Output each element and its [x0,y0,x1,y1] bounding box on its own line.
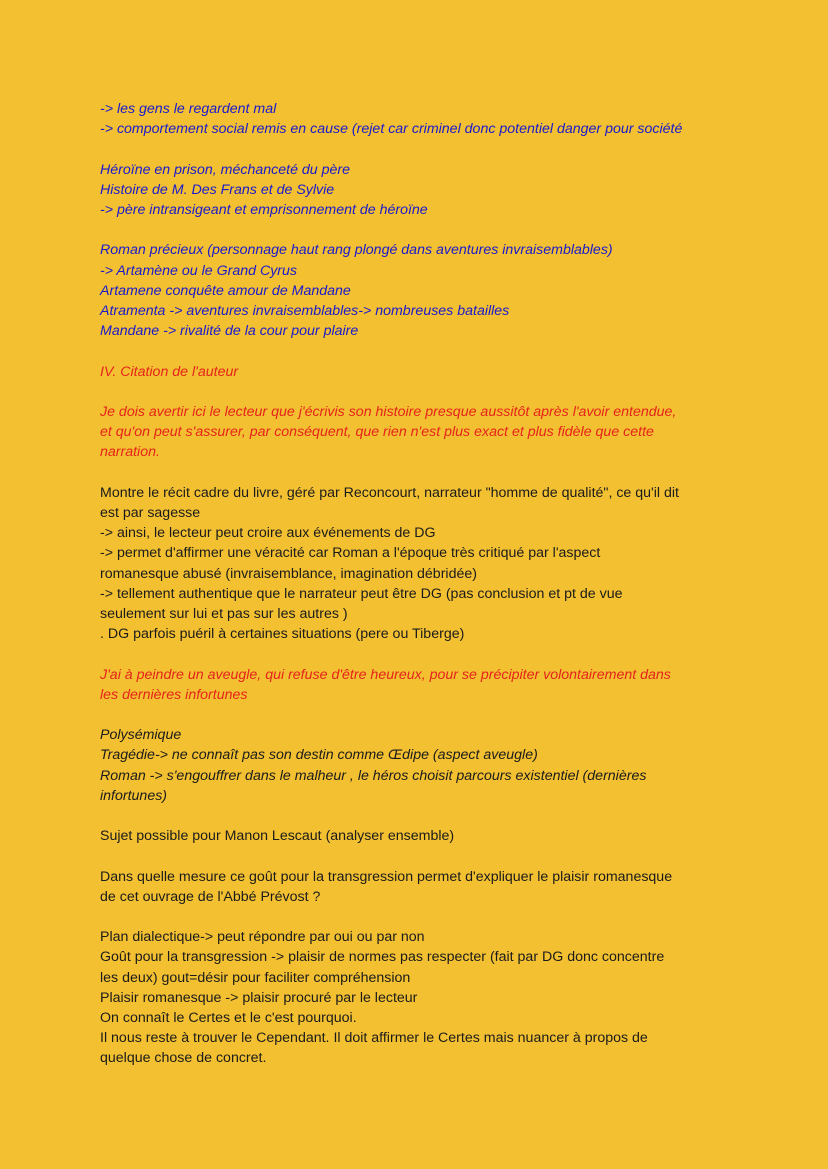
text-line: Histoire de M. Des Frans et de Sylvie [100,181,335,198]
text-line: de cet ouvrage de l'Abbé Prévost ? [100,888,321,905]
text-line: Il nous reste à trouver le Cependant. Il doit affirmer le Certes mais nuancer à propos de [100,1030,648,1047]
text-line: -> comportement social remis en cause (rejet car criminel donc potentiel danger pour société [100,121,683,138]
text-line: Atramenta -> aventures invraisemblables-> nombreuses batailles [100,303,510,319]
text-line: est par sagesse [100,504,201,521]
text-line: Héroïne en prison, méchanceté du père [100,161,351,178]
notes-intro [100,99,740,139]
paragraph-gap [100,644,740,664]
text-line: -> père intransigeant et emprisonnement de héroïne [100,202,428,218]
text-line: Mandane -> rivalité de la cour pour plaire [100,323,359,340]
quote-1 [100,402,740,463]
text-line: narration. [100,444,160,461]
text-line: Tragédie-> ne connaît pas son destin comme Œdipe (aspect aveugle) [100,747,538,764]
text-line: Roman précieux (personnage haut rang plongé dans aventures invraisemblables) [100,242,613,259]
text-line: Dans quelle mesure ce goût pour la transgression permet d'expliquer le plaisir romanesque [100,868,673,885]
paragraph-gap [100,463,740,483]
text-line: Roman -> s'engouffrer dans le malheur , le héros choisit parcours existentiel (dernières [100,767,647,784]
plan-notes [100,927,740,1068]
text-line: On connaît le Certes et le c'est pourquoi. [100,1009,357,1026]
text-line: les deux) gout=désir pour faciliter compréhension [100,969,411,986]
text-line: quelque chose de concret. [100,1050,267,1067]
text-line: -> les gens le regardent mal [100,101,277,117]
paragraph-gap [100,341,740,361]
polysemy-notes [100,725,740,806]
subject-question [100,867,740,907]
text-line: Je dois avertir ici le lecteur que j'écrivis son histoire presque aussitôt après l'avoir entendue, [100,403,677,420]
text-line: Artamene conquête amour de Mandane [100,282,351,299]
paragraph-gap [100,382,740,402]
text-line: -> ainsi, le lecteur peut croire aux événements de DG [100,525,436,542]
text-line: infortunes) [100,787,168,804]
text-line: J'ai à peindre un aveugle, qui refuse d'être heureux, pour se précipiter volontairement dans [100,666,671,683]
document-page [100,99,740,1069]
heroine-notes [100,160,740,221]
text-line: Polysémique [100,727,182,744]
subject-intro [100,826,740,846]
analysis-1 [100,483,740,645]
paragraph-gap [100,907,740,927]
text-line: Goût pour la transgression -> plaisir de normes pas respecter (fait par DG donc concentre [100,949,665,966]
section-title-text: IV. Citation de l'auteur [100,363,239,380]
text-line: -> tellement authentique que le narrateur peut être DG (pas conclusion et pt de vue [100,585,623,602]
paragraph-gap [100,846,740,866]
text-line: seulement sur lui et pas sur les autres ) [100,606,348,622]
paragraph-gap [100,220,740,240]
text-line: . DG parfois puéril à certaines situations (pere ou Tiberge) [100,626,465,643]
quote-2 [100,665,740,705]
text-line: Plaisir romanesque -> plaisir procuré par le lecteur [100,989,418,1006]
paragraph-gap [100,806,740,826]
roman-precieux-notes [100,240,740,341]
text-line: -> Artamène ou le Grand Cyrus [100,262,298,279]
section-title [100,362,740,382]
paragraph-gap [100,705,740,725]
text-line: -> permet d'affirmer une véracité car Roman a l'époque très critiqué par l'aspect [100,545,601,562]
text-line: Montre le récit cadre du livre, géré par Reconcourt, narrateur "homme de qualité", ce qu'il dit [100,484,679,501]
text-line: les dernières infortunes [100,686,248,703]
paragraph-gap [100,139,740,159]
text-line: Sujet possible pour Manon Lescaut (analyser ensemble) [100,828,455,845]
text-line: Plan dialectique-> peut répondre par oui ou par non [100,929,425,946]
text-line: romanesque abusé (invraisemblance, imagination débridée) [100,565,477,582]
text-line: et qu'on peut s'assurer, par conséquent, que rien n'est plus exact et plus fidèle que cette [100,424,654,441]
